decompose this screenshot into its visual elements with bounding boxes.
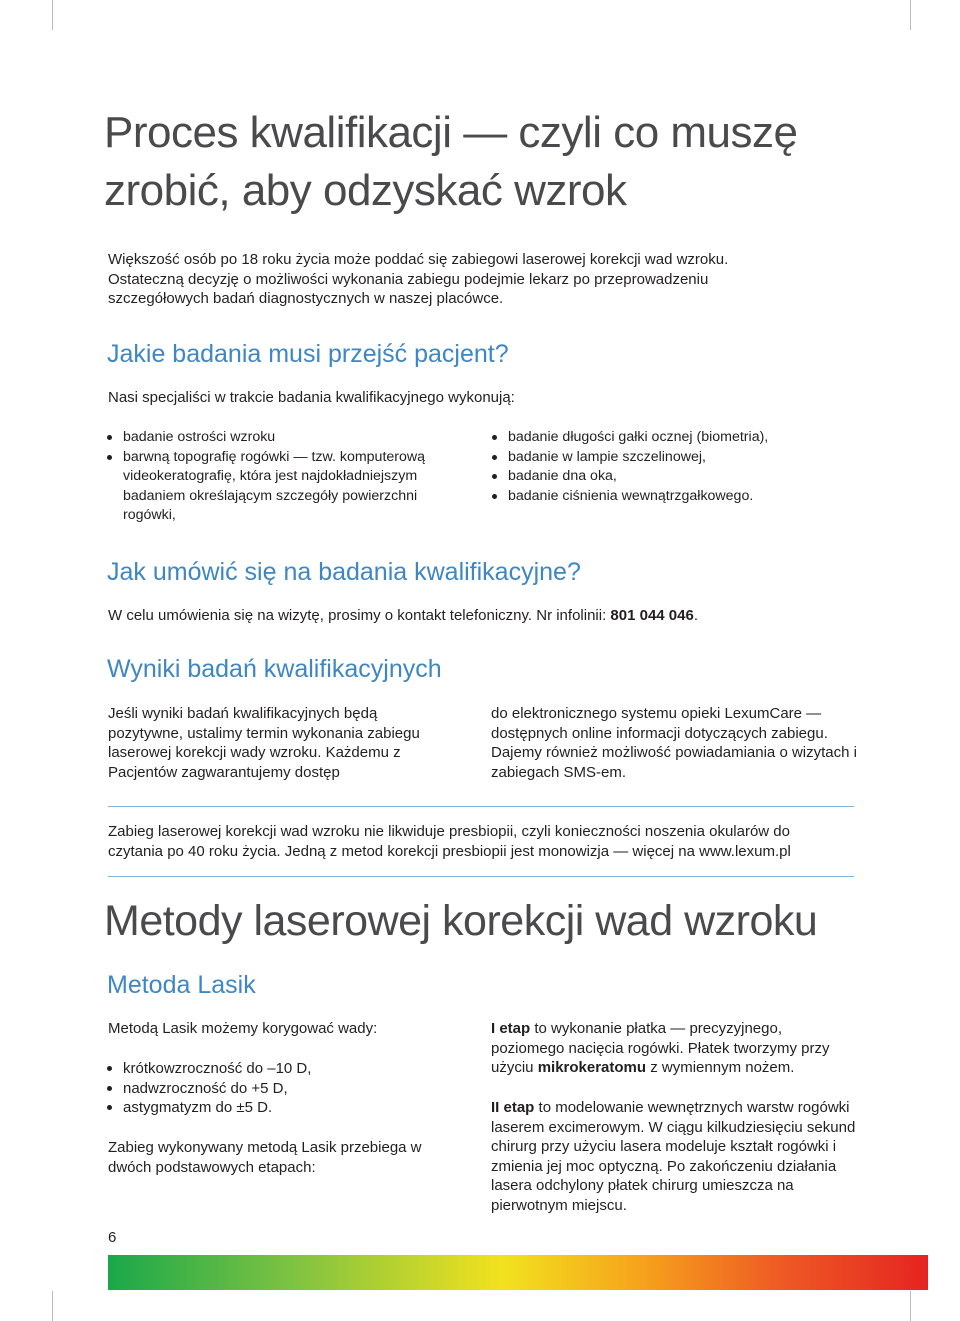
list-item: badanie ostrości wzroku bbox=[106, 428, 426, 448]
list-item: badanie długości gałki ocznej (biometria), bbox=[491, 428, 821, 448]
divider-bottom bbox=[108, 876, 854, 877]
intro-paragraph: Większość osób po 18 roku życia może poddać się zabiegowi laserowej korekcji wad wzroku. Ostateczną decyzję o możliwości wykonania zabiegu podejmie lekarz po przeprowadzeniu szczegółowych badań diagnostycznych w naszej placówce. bbox=[108, 251, 729, 307]
list-item: nadwzroczność do +5 D, bbox=[106, 1079, 426, 1099]
presbyopia-note: Zabieg laserowej korekcji wad wzroku nie likwiduje presbiopii, czyli konieczności noszenia okularów do czytania po 40 roku życia. Jedną z metod korekcji presbiopii jest monowizja — więcej na www.lexum.pl bbox=[108, 823, 791, 860]
lasik-lead: Metodą Lasik możemy korygować wady: bbox=[108, 1020, 378, 1037]
list-item: badanie w lampie szczelinowej, bbox=[491, 448, 821, 468]
phone-number: 801 044 046 bbox=[610, 607, 694, 624]
page-title: Proces kwalifikacji — czyli co muszę zrobić, aby odzyskać wzrok bbox=[104, 108, 798, 215]
crop-mark bbox=[52, 0, 53, 30]
appointment-suffix: . bbox=[693, 607, 699, 624]
color-gradient-bar bbox=[108, 1255, 928, 1290]
tests-list-right bbox=[491, 428, 821, 506]
page-number: 6 bbox=[108, 1229, 117, 1246]
tests-list-left bbox=[106, 428, 426, 526]
list-item: badanie dna oka, bbox=[491, 467, 821, 487]
lasik-heading: Metoda Lasik bbox=[107, 971, 256, 999]
crop-mark bbox=[910, 1291, 911, 1321]
lasik-stages-intro: Zabieg wykonywany metodą Lasik przebiega w dwóch podstawowych etapach: bbox=[108, 1139, 422, 1176]
list-item: badanie ciśnienia wewnątrzgałkowego. bbox=[491, 487, 821, 507]
list-item: astygmatyzm do ±5 D. bbox=[106, 1098, 426, 1118]
appointment-heading: Jak umówić się na badania kwalifikacyjne? bbox=[107, 558, 581, 586]
stage-two-label: II etap bbox=[491, 1099, 535, 1116]
lasik-list bbox=[106, 1059, 426, 1118]
tests-lead: Nasi specjaliści w trakcie badania kwalifikacyjnego wykonują: bbox=[108, 389, 515, 406]
results-heading: Wyniki badań kwalifikacyjnych bbox=[107, 655, 442, 683]
stage-two bbox=[491, 1098, 861, 1215]
stage-one-bold: mikrokeratomu bbox=[537, 1059, 647, 1076]
crop-mark bbox=[52, 1291, 53, 1321]
stage-one-text: to wykonanie płatka — precyzyjnego, poziomego nacięcia rogówki. Płatek tworzymy przy użyciu bbox=[491, 1020, 830, 1076]
crop-mark bbox=[910, 0, 911, 30]
stage-one-label: I etap bbox=[491, 1020, 531, 1037]
results-right: do elektronicznego systemu opieki LexumCare — dostępnych online informacji dotyczących zabiegu. Dajemy również możliwość powiadamiania o wizytach i zabiegach SMS-em. bbox=[491, 705, 857, 781]
tests-heading: Jakie badania musi przejść pacjent? bbox=[107, 340, 509, 368]
list-item: krótkowzroczność do –10 D, bbox=[106, 1059, 426, 1079]
appointment-line: W celu umówienia się na wizytę, prosimy o kontakt telefoniczny. Nr infolinii: bbox=[108, 607, 611, 624]
stage-one-text-end: z wymiennym nożem. bbox=[646, 1059, 795, 1076]
stage-one bbox=[491, 1019, 841, 1078]
results-left: Jeśli wyniki badań kwalifikacyjnych będą pozytywne, ustalimy termin wykonania zabiegu laserowej korekcji wady wzroku. Każdemu z Pacjentów zagwarantujemy dostęp bbox=[108, 705, 420, 781]
methods-title: Metody laserowej korekcji wad wzroku bbox=[104, 897, 818, 945]
divider-top bbox=[108, 806, 854, 807]
list-item: barwną topografię rogówki — tzw. komputerową videokeratografię, która jest najdokładniejszym badaniem określającym szczegóły powierzchni rogówki, bbox=[106, 448, 426, 526]
stage-two-text: to modelowanie wewnętrznych warstw rogówki laserem excimerowym. W ciągu kilkudziesięciu sekund chirurg przy użyciu lasera modeluje kształt rogówki i zmienia jej moc optyczną. Po zakończeniu działania lasera odchylony płatek chirurg umieszcza na pierwotnym miejscu. bbox=[491, 1099, 856, 1214]
appointment-text bbox=[108, 606, 868, 626]
